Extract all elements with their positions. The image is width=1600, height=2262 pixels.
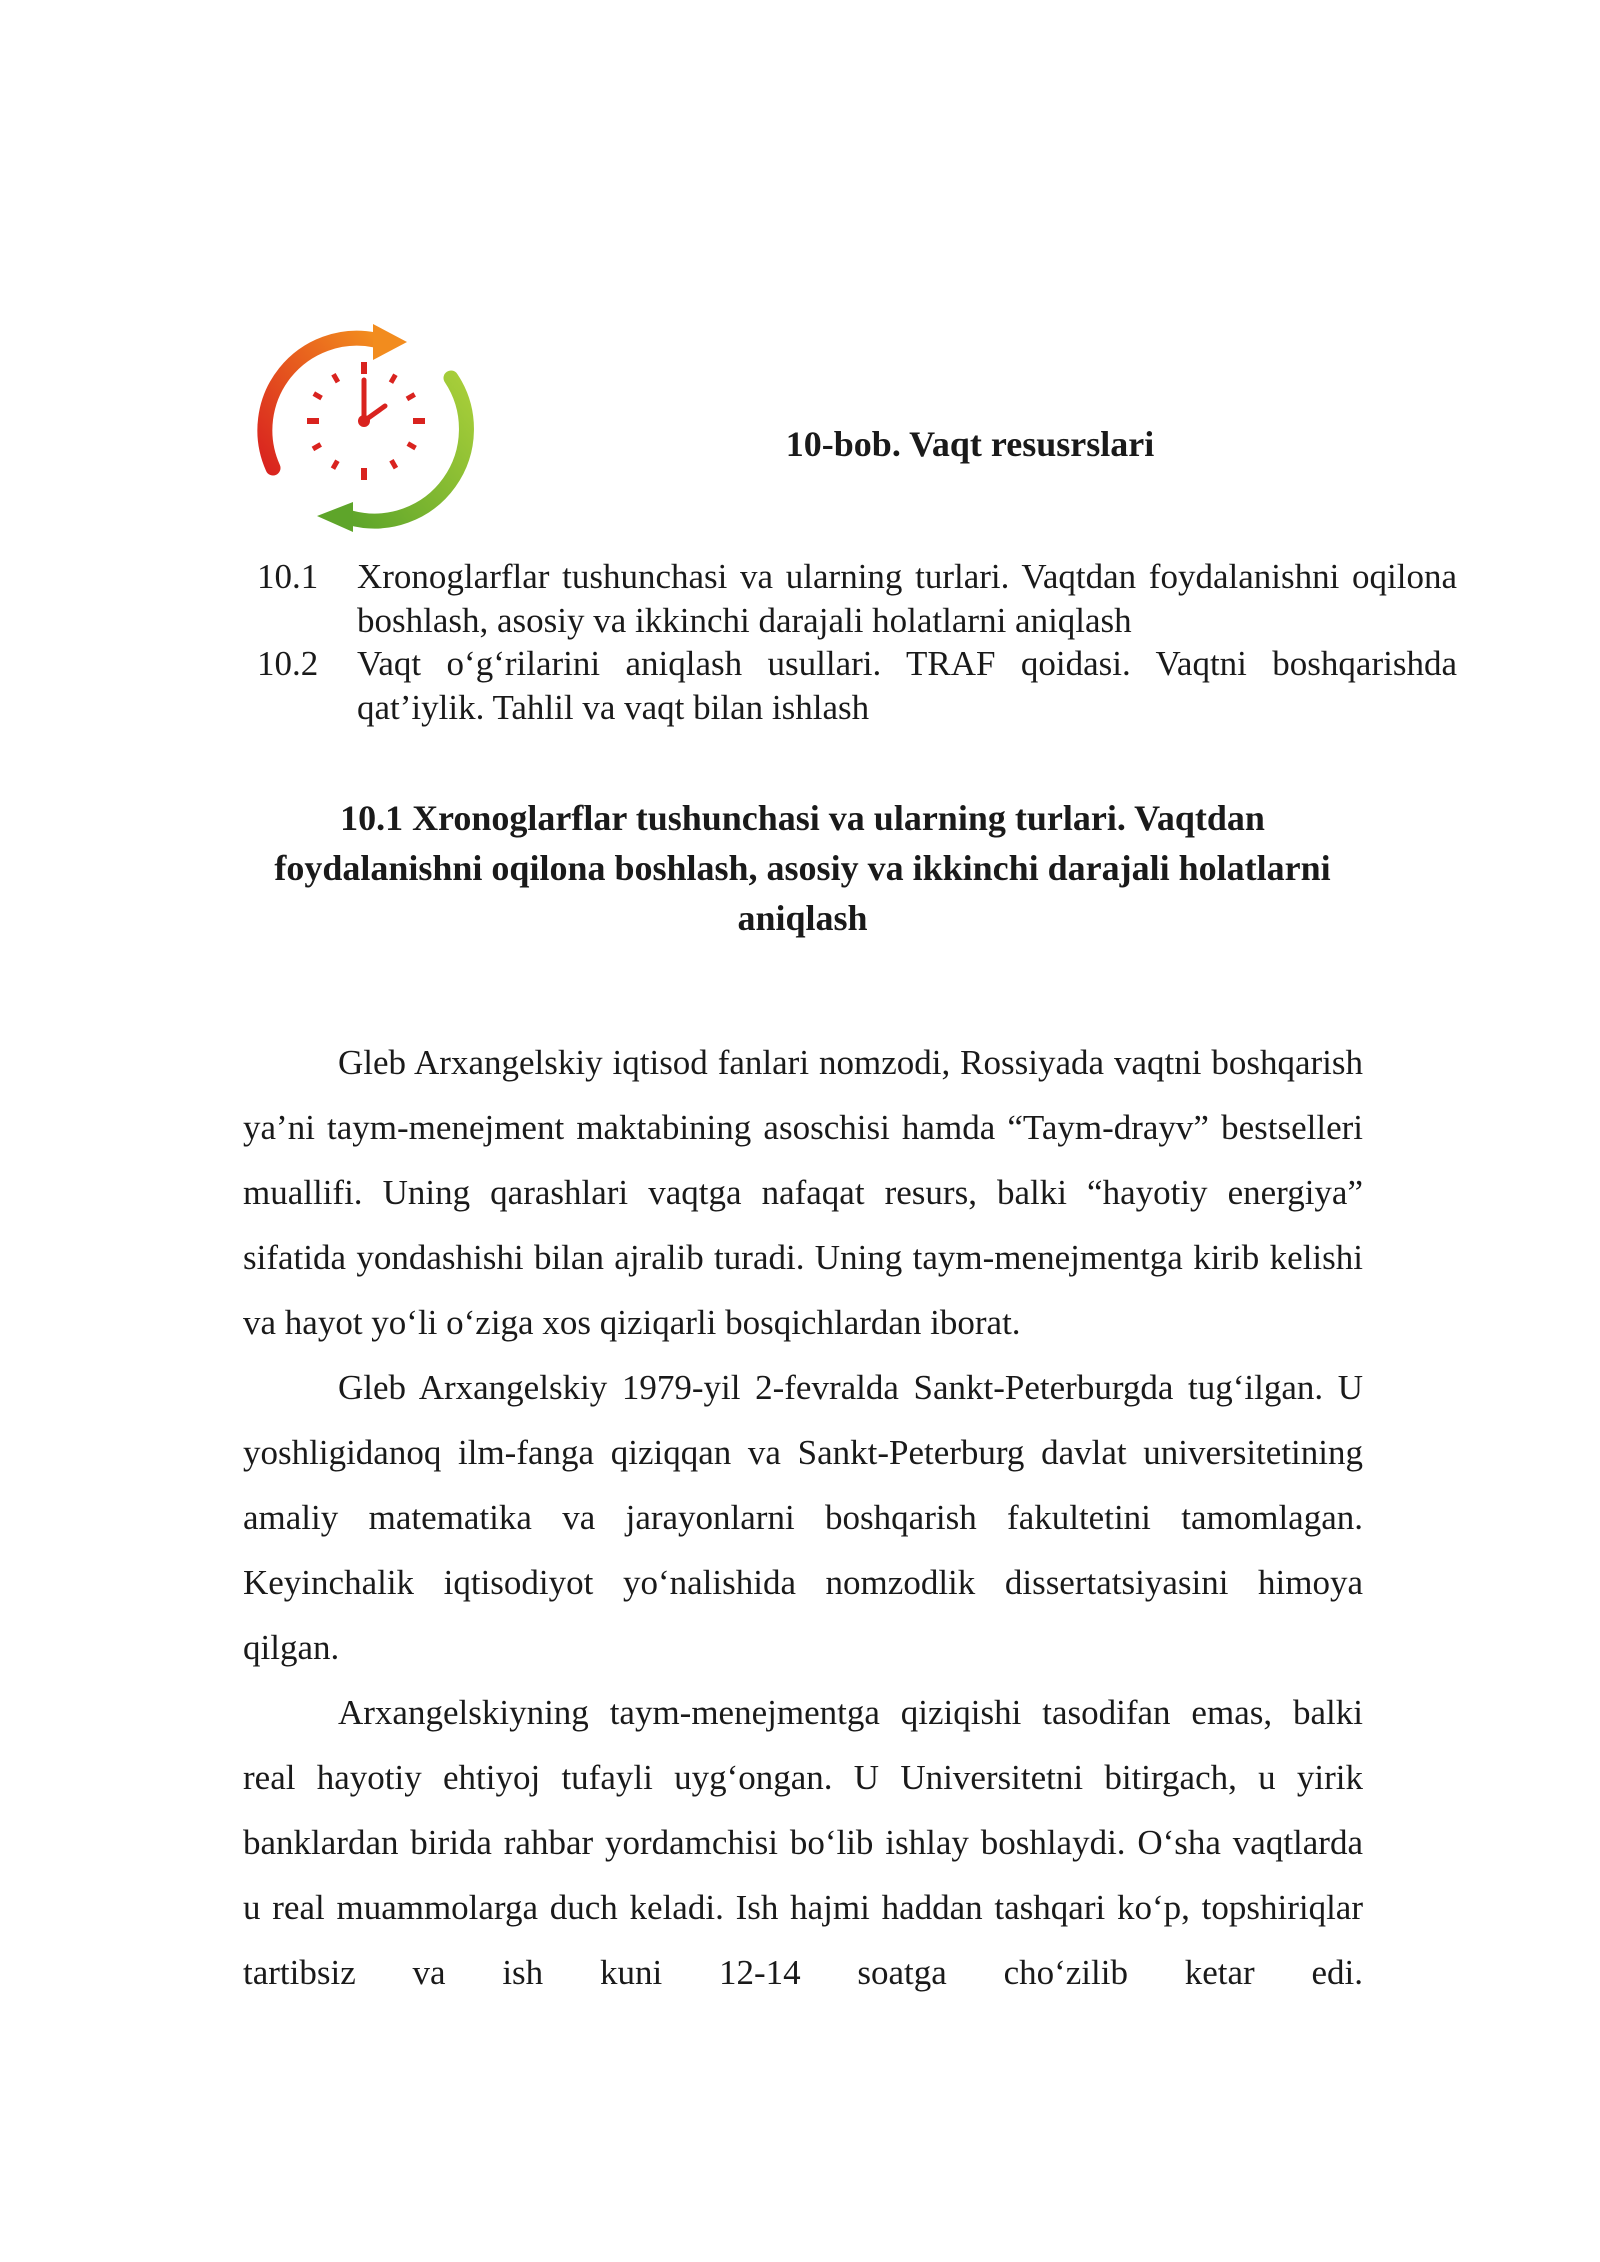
paragraph: Gleb Arxangelskiy iqtisod fanlari nomzodi, Rossiyada vaqtni boshqarish ya’ni taym-menejment maktabining asoschisi hamda “Taym-drayv” bestselleri muallifi. Uning qarashlari vaqtga nafaqat resurs, balki “hayotiy energiya” sifatida yondashishi bilan ajralib turadi. Uning taym-menejmentga kirib kelishi va hayot yo‘li o‘ziga xos qiziqarli bosqichlardan iborat. [243, 1043, 1363, 1342]
body-text [243, 1030, 1363, 2005]
toc-item-number: 10.1 [257, 557, 319, 596]
chapter-title: 10-bob. Vaqt resusrslari [785, 424, 1155, 464]
clock-with-circular-arrows-icon [255, 318, 475, 538]
table-of-contents [257, 555, 1457, 729]
toc-item-number: 10.2 [257, 644, 319, 683]
paragraph: Gleb Arxangelskiy 1979-yil 2-fevralda Sankt-Peterburgda tug‘ilgan. U yoshligidanoq ilm-fanga qiziqqan va Sankt-Peterburg davlat universitetining amaliy matematika va jarayonlarni boshqarish fakultetini tamomlagan. Keyinchalik iqtisodiyot yo‘nalishida nomzodlik dissertatsiyasini himoya qilgan. [243, 1368, 1363, 1667]
toc-item-text: Xronoglarflar tushunchasi va ularning turlari. Vaqtdan foydalanishni oqilona boshlash, asosiy va ikkinchi darajali holatlarni aniqlash [357, 557, 1457, 640]
paragraph: Arxangelskiyning taym-menejmentga qiziqishi tasodifan emas, balki real hayotiy ehtiyoj tufayli uyg‘ongan. U Universitetni bitirgach, u yirik banklardan birida rahbar yordamchisi bo‘lib ishlay boshlaydi. O‘sha vaqtlarda u real muammolarga duch keladi. Ish hajmi haddan tashqari ko‘p, topshiriqlar tartibsiz va ish kuni 12-14 soatga cho‘zilib ketar edi. [243, 1693, 1363, 1992]
toc-item-text: Vaqt o‘g‘rilarini aniqlash usullari. TRAF qoidasi. Vaqtni boshqarishda qat’iylik. Tahlil va vaqt bilan ishlash [357, 644, 1457, 727]
toc-item [257, 555, 1457, 642]
section-heading: 10.1 Xronoglarflar tushunchasi va ularning turlari. Vaqtdan foydalanishni oqilona boshlash, asosiy va ikkinchi darajali holatlarni aniqlash [274, 798, 1331, 938]
toc-item [257, 642, 1457, 729]
